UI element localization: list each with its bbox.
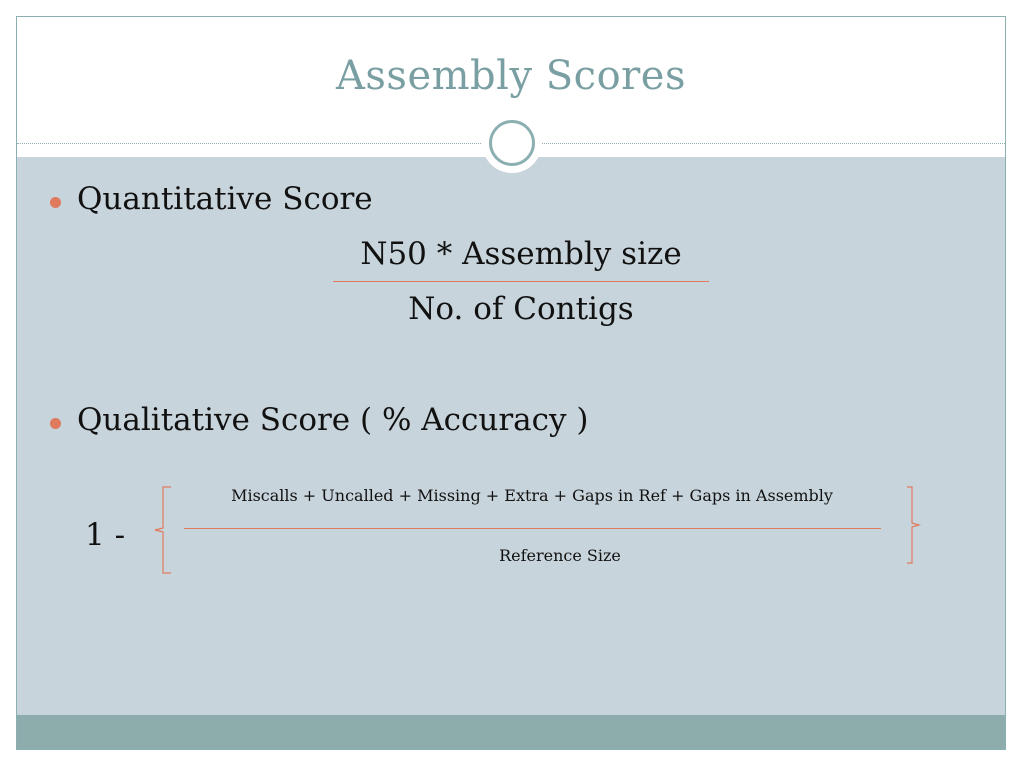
quantitative-fraction-bar — [333, 281, 709, 282]
slide-title: Assembly Scores — [336, 53, 686, 99]
qualitative-numerator: Miscalls + Uncalled + Missing + Extra + Gaps in Ref + Gaps in Assembly — [231, 486, 833, 505]
bullet-dot-icon — [50, 418, 61, 429]
qualitative-denominator: Reference Size — [499, 546, 621, 565]
circle-ornament-icon — [489, 120, 535, 166]
quantitative-denominator: No. of Contigs — [408, 291, 634, 327]
footer-band — [17, 715, 1005, 749]
bullet-dot-icon — [50, 197, 61, 208]
bullet-quantitative-score: Quantitative Score — [77, 181, 373, 217]
qualitative-fraction-bar — [184, 528, 881, 529]
slide — [16, 16, 1006, 750]
bullet-qualitative-score: Qualitative Score ( % Accuracy ) — [77, 402, 589, 438]
qualitative-prefix: 1 - — [85, 517, 126, 553]
right-brace-icon — [905, 485, 925, 565]
left-brace-icon — [153, 485, 173, 575]
quantitative-numerator: N50 * Assembly size — [360, 236, 682, 272]
